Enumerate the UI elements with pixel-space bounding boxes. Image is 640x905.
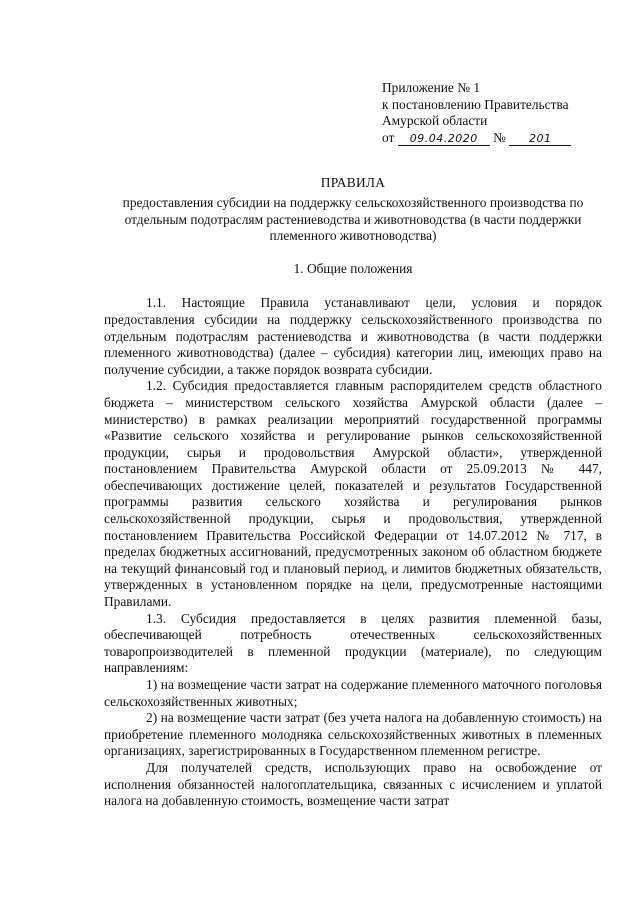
paragraph-1-3: 1.3. Субсидия предоставляется в целях развития племенной базы, обеспечивающей потребность отечественных сельскохозяйственных товаропроизводителей в племенной продукции (материале), по следующим направлениям:	[104, 610, 602, 676]
document-subtitle: предоставления субсидии на поддержку сельскохозяйственного производства по отдельным подотраслям растениеводства и животноводства (в части поддержки племенного животноводства)	[122, 194, 584, 244]
paragraph-item-1: 1) на возмещение части затрат на содержание племенного маточного поголовья сельскохозяйственных животных;	[104, 677, 602, 709]
annex-date-line	[382, 130, 602, 147]
paragraph-1-2: 1.2. Субсидия предоставляется главным распорядителем средств областного бюджета – министерством сельского хозяйства Амурской области (далее – министерство) в рамках реализации мероприятий государственной программы «Развитие сельского хозяйства и регулирование рынков сельскохозяйственной продукции, сырья и продовольствия Амурской области», утвержденной постановлением Правительства Амурской области от 25.09.2013 № 447, обеспечивающих достижение целей, показателей и результатов Государственной программы развития сельского хозяйства и регулирования рынков сельскохозяйственной продукции, сырья и продовольствия, утвержденной постановлением Правительства Российской Федерации от 14.07.2012 № 717, в пределах бюджетных ассигнований, предусмотренных законом об областном бюджете на текущий финансовый год и плановый период, и лимитов бюджетных обязательств, утвержденных в установленном порядке на цели, предусмотренные настоящими Правилами.	[104, 378, 602, 610]
from-label: от	[382, 129, 395, 145]
paragraph-1-1: 1.1. Настоящие Правила устанавливают цели, условия и порядок предоставления субсидии на поддержку сельскохозяйственного производства по отдельным подотраслям растениеводства и животноводства (в части поддержки племенного животноводства) (далее – субсидия) категории лиц, имеющих право на получение субсидии, а также порядок возврата субсидии.	[104, 295, 602, 377]
number-handwritten: 201	[509, 132, 571, 146]
paragraph-item-2: 2) на возмещение части затрат (без учета налога на добавленную стоимость) на приобретение племенного молодняка сельскохозяйственных животных в племенных организациях, зарегистрированных в Государственном племенном регистре.	[104, 710, 602, 759]
document-title: ПРАВИЛА	[320, 175, 386, 191]
paragraph-vat-note: Для получателей средств, использующих право на освобождение от исполнения обязанностей налогоплательщика, связанных с исчислением и уплатой налога на добавленную стоимость, возмещение части затрат	[104, 759, 602, 809]
date-handwritten: 09.04.2020	[398, 132, 490, 146]
annex-line-1: Приложение № 1	[382, 80, 481, 95]
number-label: №	[493, 129, 506, 145]
section-heading: 1. Общие положения	[293, 260, 413, 276]
annex-line-3: Амурской области	[382, 113, 488, 129]
annex-header	[382, 80, 602, 146]
annex-line-2: к постановлению Правительства	[382, 96, 569, 112]
